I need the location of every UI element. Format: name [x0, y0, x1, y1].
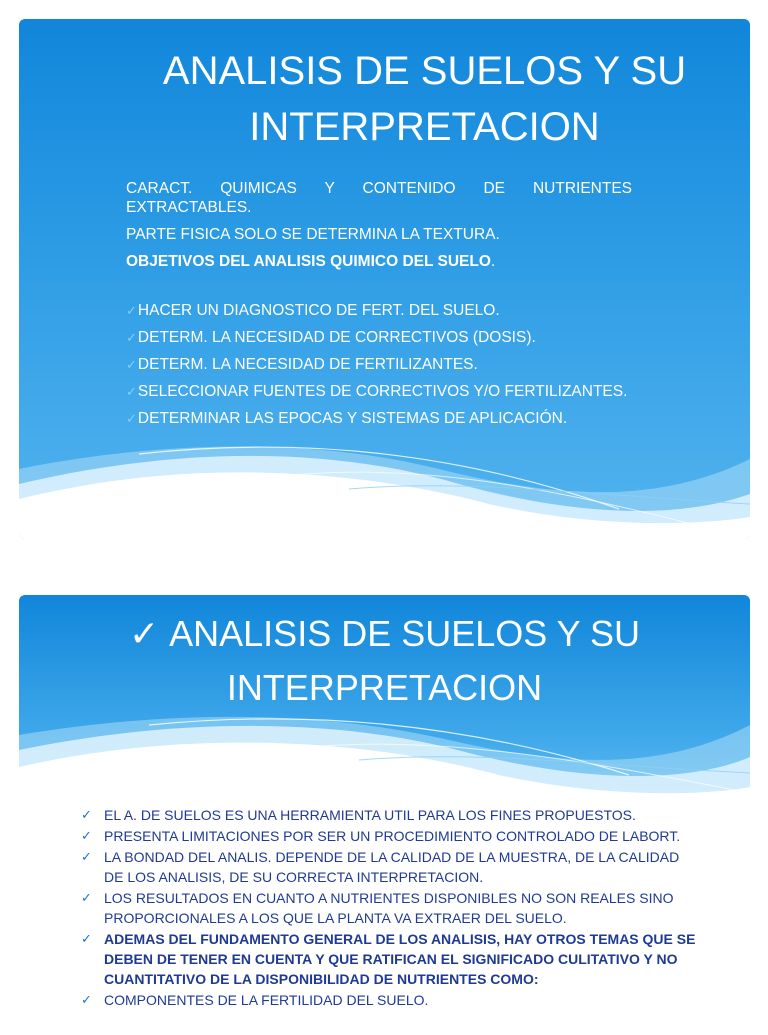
list-item [126, 355, 632, 382]
slide-2 [19, 595, 750, 1035]
item-text: ADEMAS DEL FUNDAMENTO GENERAL DE LOS ANALISIS, HAY OTROS TEMAS QUE SE DEBEN DE TENER EN CUENTA Y QUE RATIFICAN EL SIGNIFICADO CULITATIVO Y NO CUANTITATIVO DE LA DISPONIBILIDAD DE NUTRIENTES COMO: [104, 931, 696, 987]
checkmark-icon: ✓ [81, 890, 92, 905]
objective-text: DETERM. LA NECESIDAD DE CORRECTIVOS (DOSIS). [137, 329, 536, 346]
item-text: LOS RESULTADOS EN CUANTO A NUTRIENTES DISPONIBLES NO SON REALES SINO PROPORCIONALES A LOS QUE LA PLANTA VA EXTRAER DEL SUELO. [104, 890, 674, 926]
list-item [81, 805, 701, 825]
item-text: LA BONDAD DEL ANALIS. DEPENDE DE LA CALIDAD DE LA MUESTRA, DE LA CALIDAD DE LOS ANALISIS, DE SU CORRECTA INTERPRETACION. [104, 849, 680, 885]
checkmark-icon: ✓ [126, 384, 137, 399]
list-item [81, 990, 701, 1010]
objectives-heading-text: OBJETIVOS DEL ANALISIS QUIMICO DEL SUELO [126, 253, 491, 270]
list-item [126, 382, 632, 409]
objective-text: SELECCIONAR FUENTES DE CORRECTIVOS Y/O FERTILIZANTES. [137, 383, 628, 400]
checkmark-icon: ✓ [81, 849, 92, 864]
slide-2-title-text: ANALISIS DE SUELOS Y SU INTERPRETACION [169, 613, 641, 708]
item-text: EL A. DE SUELOS ES UNA HERRAMIENTA UTIL PARA LOS FINES PROPUESTOS. [104, 807, 636, 823]
paragraph-physical: PARTE FISICA SOLO SE DETERMINA LA TEXTURA. [126, 226, 500, 243]
checkmark-icon: ✓ [126, 357, 137, 372]
bullet-list [81, 805, 701, 1010]
list-item [126, 328, 632, 355]
list-item [126, 409, 632, 436]
slide-2-body [81, 805, 701, 1011]
slide-1-body [126, 179, 632, 436]
paragraph-chemical: CARACT. QUIMICAS Y CONTENIDO DE NUTRIENTES EXTRACTABLES. [126, 180, 632, 216]
checkmark-icon: ✓ [81, 992, 92, 1007]
item-text: PRESENTA LIMITACIONES POR SER UN PROCEDIMIENTO CONTROLADO DE LABORT. [104, 828, 681, 844]
list-item [81, 826, 701, 846]
list-item [126, 301, 632, 328]
objective-text: DETERMINAR LAS EPOCAS Y SISTEMAS DE APLICACIÓN. [137, 410, 568, 427]
checkmark-icon: ✓ [81, 828, 92, 843]
objective-text: DETERM. LA NECESIDAD DE FERTILIZANTES. [137, 356, 478, 373]
objectives-heading-period: . [490, 253, 496, 270]
list-item [81, 847, 701, 887]
item-text: COMPONENTES DE LA FERTILIDAD DEL SUELO. [104, 992, 429, 1008]
objectives-heading [126, 252, 632, 271]
list-item [81, 888, 701, 928]
checkmark-icon: ✓ [81, 807, 92, 822]
objectives-list [126, 301, 632, 436]
slide-1-title: ANALISIS DE SUELOS Y SU INTERPRETACION [162, 49, 687, 149]
checkmark-icon: ✓ [126, 411, 137, 426]
checkmark-icon: ✓ [81, 931, 92, 946]
checkmark-icon: ✓ [128, 613, 160, 654]
objective-text: HACER UN DIAGNOSTICO DE FERT. DEL SUELO. [137, 302, 500, 319]
slide-2-title [19, 607, 750, 715]
checkmark-icon: ✓ [126, 303, 137, 318]
checkmark-icon: ✓ [126, 330, 137, 345]
slide-1 [19, 19, 750, 539]
list-item [81, 929, 701, 989]
